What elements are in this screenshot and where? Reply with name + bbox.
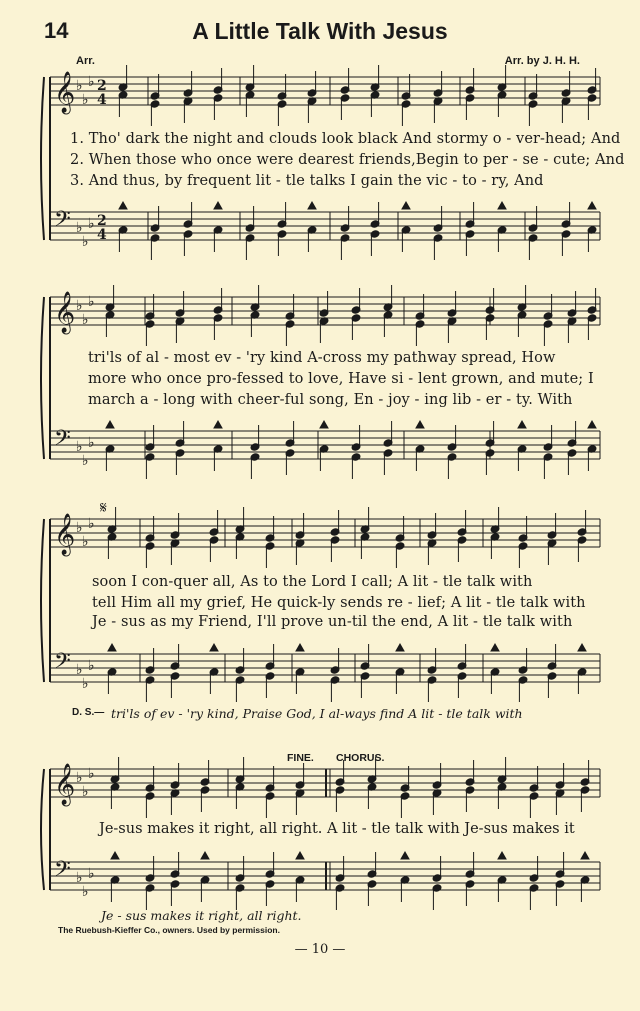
note	[213, 68, 223, 94]
note	[497, 876, 507, 902]
note	[370, 65, 380, 91]
note	[518, 542, 528, 568]
note	[285, 320, 295, 346]
note	[427, 539, 437, 565]
note	[265, 644, 275, 670]
note	[528, 100, 538, 126]
note	[213, 94, 223, 120]
flat-icon: ♭	[88, 216, 95, 232]
flat-icon: ♭	[88, 766, 95, 782]
shape-note	[416, 421, 424, 428]
note	[432, 884, 442, 910]
shape-note	[396, 644, 404, 651]
note	[295, 876, 305, 902]
note	[529, 792, 539, 818]
note	[587, 94, 597, 120]
shape-note	[296, 852, 304, 859]
note	[447, 453, 457, 479]
time-signature: 2	[97, 78, 107, 94]
note	[587, 445, 597, 471]
note	[415, 294, 425, 320]
hymn-title: A Little Talk With Jesus	[192, 18, 448, 44]
note	[433, 234, 443, 260]
note	[400, 876, 410, 902]
note	[235, 507, 245, 533]
note	[401, 226, 411, 252]
bass-clef-icon: 𝄢	[54, 857, 71, 887]
shape-note	[578, 644, 586, 651]
note	[307, 97, 317, 123]
note	[543, 294, 553, 320]
verse-3-line-1: 3. And thus, by frequent lit - tle talks I gain the vic - to - ry, And	[70, 173, 544, 189]
note	[490, 668, 500, 694]
publisher-credit: The Ruebush-Kieffer Co., owners. Used by permission.	[58, 925, 280, 935]
note	[370, 230, 380, 256]
note	[170, 880, 180, 906]
note	[307, 226, 317, 252]
note	[145, 453, 155, 479]
note	[529, 766, 539, 792]
note	[457, 672, 467, 698]
note	[457, 536, 467, 562]
note	[245, 65, 255, 91]
note	[330, 536, 340, 562]
shape-note	[108, 644, 116, 651]
note	[465, 852, 475, 878]
note	[107, 533, 117, 559]
note	[110, 783, 120, 809]
note	[200, 786, 210, 812]
note	[587, 288, 597, 314]
note	[340, 68, 350, 94]
note	[183, 97, 193, 123]
flat-icon: ♭	[82, 534, 89, 550]
note	[497, 757, 507, 783]
time-signature: 2	[97, 213, 107, 229]
note	[370, 202, 380, 228]
note	[183, 230, 193, 256]
shape-note	[106, 421, 114, 428]
note	[118, 226, 128, 252]
note	[457, 510, 467, 536]
note	[497, 65, 507, 91]
note	[529, 884, 539, 910]
note	[447, 317, 457, 343]
flat-icon: ♭	[76, 520, 83, 536]
note	[265, 880, 275, 906]
note	[567, 317, 577, 343]
flat-icon: ♭	[82, 784, 89, 800]
note	[351, 288, 361, 314]
time-signature: 4	[97, 227, 107, 243]
verse-1-line-3: soon I con-quer all, As to the Lord I call; A lit - tle talk with	[92, 574, 533, 590]
note	[285, 449, 295, 475]
shape-note	[581, 852, 589, 859]
shape-note	[491, 644, 499, 651]
shape-note	[111, 852, 119, 859]
note	[360, 644, 370, 670]
note	[518, 676, 528, 702]
note	[528, 74, 538, 100]
treble-clef-icon: 𝄞	[54, 764, 76, 805]
note	[340, 234, 350, 260]
note	[517, 311, 527, 337]
chorus-label: CHORUS.	[336, 752, 385, 764]
note	[383, 449, 393, 475]
flat-icon: ♭	[76, 298, 83, 314]
note	[200, 876, 210, 902]
shape-note	[214, 421, 222, 428]
note	[367, 783, 377, 809]
note	[351, 453, 361, 479]
flat-icon: ♭	[76, 439, 83, 455]
treble-staff	[50, 77, 600, 105]
treble-clef-icon: 𝄞	[54, 292, 76, 333]
shape-note	[119, 202, 127, 209]
bass-clef-icon: 𝄢	[54, 649, 71, 679]
note	[547, 644, 557, 670]
note	[145, 766, 155, 792]
note	[547, 539, 557, 565]
note	[213, 288, 223, 314]
note	[150, 74, 160, 100]
note	[335, 884, 345, 910]
note	[235, 884, 245, 910]
note	[265, 766, 275, 792]
note	[250, 311, 260, 337]
note	[490, 533, 500, 559]
shape-note	[588, 202, 596, 209]
note	[497, 226, 507, 252]
shape-note	[296, 644, 304, 651]
treble-clef-icon: 𝄞	[54, 72, 76, 113]
note	[277, 202, 287, 228]
note	[415, 445, 425, 471]
note	[213, 226, 223, 252]
note	[335, 786, 345, 812]
note	[577, 536, 587, 562]
note	[265, 672, 275, 698]
note	[360, 672, 370, 698]
shape-note	[320, 421, 328, 428]
note	[485, 314, 495, 340]
note	[170, 789, 180, 815]
note	[170, 852, 180, 878]
verse-3-line-3: Je - sus as my Friend, I'll prove un-til the end, A lit - tle talk with	[92, 614, 573, 630]
note	[351, 314, 361, 340]
note	[497, 783, 507, 809]
verse-2-line-1: 2. When those who once were dearest friends,Begin to per - se - cute; And	[70, 152, 625, 168]
shape-note	[401, 852, 409, 859]
note	[118, 65, 128, 91]
note	[265, 852, 275, 878]
note	[433, 97, 443, 123]
note	[295, 539, 305, 565]
note	[330, 676, 340, 702]
verse-1-line-2: tri'ls of al - most ev - 'ry kind A-cross my pathway spread, How	[88, 350, 556, 366]
flat-icon: ♭	[88, 866, 95, 882]
flat-icon: ♭	[82, 92, 89, 108]
note	[265, 792, 275, 818]
bass-lyrics: Je - sus makes it right, all right.	[101, 908, 302, 923]
note	[543, 453, 553, 479]
note	[485, 449, 495, 475]
bass-staff	[50, 431, 600, 459]
note	[427, 676, 437, 702]
note	[175, 421, 185, 447]
note	[209, 668, 219, 694]
note	[213, 445, 223, 471]
note	[517, 285, 527, 311]
flat-icon: ♭	[82, 453, 89, 469]
note	[465, 880, 475, 906]
note	[110, 757, 120, 783]
verse-2-line-3: tell Him all my grief, He quick-ly sends re - lief; A lit - tle talk with	[92, 595, 586, 611]
note	[170, 672, 180, 698]
note	[561, 202, 571, 228]
bass-staff	[50, 654, 600, 682]
note	[465, 68, 475, 94]
bass-clef-icon: 𝄢	[54, 426, 71, 456]
chorus-lyrics: Je-sus makes it right, all right. A lit - tle talk with Je-sus makes it	[99, 821, 575, 837]
flat-icon: ♭	[88, 435, 95, 451]
note	[367, 852, 377, 878]
note	[457, 644, 467, 670]
note	[175, 317, 185, 343]
note	[330, 510, 340, 536]
note	[200, 760, 210, 786]
note	[360, 507, 370, 533]
note	[105, 311, 115, 337]
note	[295, 789, 305, 815]
note	[383, 285, 393, 311]
flat-icon: ♭	[82, 234, 89, 250]
flat-icon: ♭	[82, 884, 89, 900]
note	[107, 507, 117, 533]
note	[209, 536, 219, 562]
note	[555, 852, 565, 878]
note	[245, 234, 255, 260]
note	[517, 445, 527, 471]
note	[250, 285, 260, 311]
note	[555, 880, 565, 906]
ds-label: D. S.—	[72, 707, 105, 718]
note	[395, 542, 405, 568]
flat-icon: ♭	[76, 770, 83, 786]
shape-note	[214, 202, 222, 209]
note	[295, 668, 305, 694]
time-signature: 4	[97, 92, 107, 108]
note	[497, 91, 507, 117]
note	[518, 516, 528, 542]
note	[401, 74, 411, 100]
arranger-label: Arr.	[76, 55, 95, 67]
note	[465, 760, 475, 786]
flat-icon: ♭	[76, 662, 83, 678]
shape-note	[518, 421, 526, 428]
note	[277, 230, 287, 256]
shape-note	[201, 852, 209, 859]
flat-icon: ♭	[76, 78, 83, 94]
brace	[41, 769, 44, 890]
note	[383, 421, 393, 447]
bass-clef-icon: 𝄢	[54, 207, 71, 237]
note	[277, 74, 287, 100]
note	[587, 314, 597, 340]
note	[145, 884, 155, 910]
note	[561, 230, 571, 256]
note	[528, 234, 538, 260]
note	[285, 421, 295, 447]
shape-note	[498, 202, 506, 209]
note	[401, 100, 411, 126]
note	[105, 445, 115, 471]
note	[150, 100, 160, 126]
note	[587, 226, 597, 252]
note	[245, 91, 255, 117]
treble-staff	[50, 519, 600, 547]
note	[265, 542, 275, 568]
flat-icon: ♭	[76, 870, 83, 886]
arranger-credit: Arr. by J. H. H.	[504, 55, 580, 67]
flat-icon: ♭	[76, 220, 83, 236]
note	[490, 507, 500, 533]
note	[577, 510, 587, 536]
note	[235, 676, 245, 702]
note	[145, 792, 155, 818]
note	[250, 453, 260, 479]
brace	[41, 519, 44, 682]
note	[235, 757, 245, 783]
verse-1-line-1: 1. Tho' dark the night and clouds look black And stormy o - ver-head; And	[70, 131, 621, 147]
note	[105, 285, 115, 311]
note	[400, 792, 410, 818]
brace	[41, 77, 44, 240]
flat-icon: ♭	[82, 676, 89, 692]
note	[340, 94, 350, 120]
flat-icon: ♭	[88, 74, 95, 90]
note	[465, 94, 475, 120]
note	[400, 766, 410, 792]
note	[360, 533, 370, 559]
note	[145, 294, 155, 320]
note	[465, 202, 475, 228]
flat-icon: ♭	[88, 294, 95, 310]
verse-3-line-2: march a - long with cheer-ful song, En - joy - ing lib - er - ty. With	[88, 392, 573, 408]
note	[183, 202, 193, 228]
note	[580, 876, 590, 902]
shape-note	[588, 421, 596, 428]
note	[561, 97, 571, 123]
note	[209, 510, 219, 536]
verse-2-line-2: more who once pro-fessed to love, Have si - lent grown, and mute; I	[88, 371, 594, 387]
shape-note	[308, 202, 316, 209]
note	[319, 317, 329, 343]
note	[587, 68, 597, 94]
shape-note	[210, 644, 218, 651]
note	[170, 539, 180, 565]
note	[465, 786, 475, 812]
note	[370, 91, 380, 117]
treble-clef-icon: 𝄞	[54, 514, 76, 555]
note	[235, 783, 245, 809]
page-number: — 10 —	[294, 942, 346, 957]
note	[580, 786, 590, 812]
hymn-number: 14	[44, 18, 69, 43]
brace	[41, 297, 44, 459]
note	[145, 676, 155, 702]
note	[319, 445, 329, 471]
note	[265, 516, 275, 542]
fine-label: FINE.	[287, 752, 314, 764]
flat-icon: ♭	[82, 312, 89, 328]
note	[235, 533, 245, 559]
note	[107, 668, 117, 694]
note	[145, 320, 155, 346]
note	[150, 234, 160, 260]
note	[555, 789, 565, 815]
note	[547, 672, 557, 698]
note	[567, 449, 577, 475]
note	[567, 421, 577, 447]
note	[395, 668, 405, 694]
note	[145, 516, 155, 542]
segno-sign: 𝄋	[100, 498, 107, 517]
note	[367, 880, 377, 906]
note	[110, 876, 120, 902]
note	[395, 516, 405, 542]
note	[170, 644, 180, 670]
flat-icon: ♭	[88, 658, 95, 674]
note	[285, 294, 295, 320]
shape-note	[498, 852, 506, 859]
bass-staff	[50, 212, 600, 240]
note	[383, 311, 393, 337]
note	[118, 91, 128, 117]
note	[543, 320, 553, 346]
shape-note	[402, 202, 410, 209]
note	[277, 100, 287, 126]
note	[580, 760, 590, 786]
ds-text: tri'ls of ev - 'ry kind, Praise God, I al-ways find A lit - tle talk with	[111, 706, 523, 721]
flat-icon: ♭	[88, 516, 95, 532]
note	[432, 789, 442, 815]
note	[465, 230, 475, 256]
note	[175, 449, 185, 475]
note	[577, 668, 587, 694]
note	[213, 314, 223, 340]
note	[415, 320, 425, 346]
note	[145, 542, 155, 568]
